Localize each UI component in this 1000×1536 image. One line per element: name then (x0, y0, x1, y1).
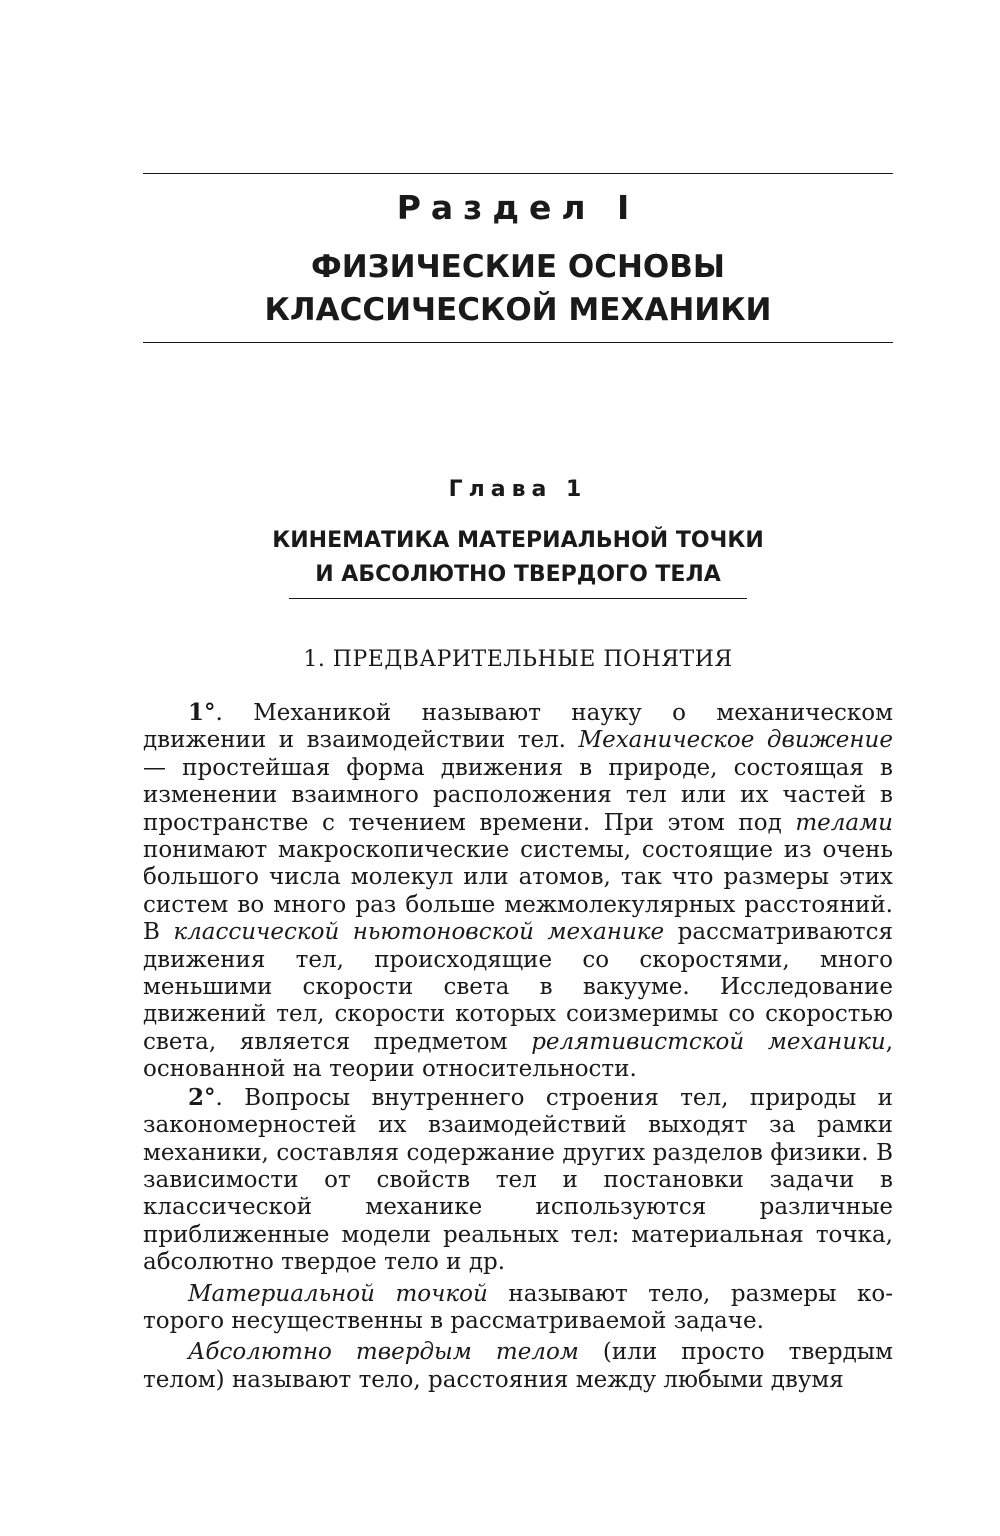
chapter-title-line-1: КИНЕМАТИКА МАТЕРИАЛЬНОЙ ТОЧКИ (272, 528, 764, 553)
paragraph-1-text-3: понимают макроскопические системы, состоящие из очень большого числа молекул или атомов, так что размеры этих систем во много раз больше межмолекулярных расстояний. В (143, 837, 893, 946)
paragraph-4 (143, 1339, 893, 1394)
chapter-label: Глава 1 (448, 477, 588, 502)
chapter-title-line-2: И АБСОЛЮТНО ТВЕРДОГО ТЕЛА (315, 562, 721, 587)
paragraph-1-text-4: рассматриваются движения тел, происходящие со скоростями, много меньшими скорости света в вакууме. Исследование движений тел, скорости которых соизмеримы со скоростью света, является предметом (143, 919, 893, 1055)
section-title-line-2: КЛАССИЧЕСКОЙ МЕХАНИКИ (264, 292, 772, 328)
paragraph-2 (143, 1084, 893, 1277)
subsection-title: 1. ПРЕДВАРИТЕЛЬНЫЕ ПОНЯТИЯ (303, 647, 733, 672)
term-relativistic-mechanics: релятивистской механики (531, 1028, 886, 1055)
chapter-title (143, 524, 893, 592)
term-rigid-body: Абсолютно твердым телом (188, 1339, 579, 1366)
paragraph-2-text-1: . Вопросы внутреннего строения тел, природы и закономерностей их взаимодействий выходят за рамки механики, составляя содержание других разделов физики. В зависимости от свойств тел и постановки задачи в классической механике используются различные приближенные модели реальных тел: материальная точка, абсолютно твердое тело и др. (143, 1084, 893, 1276)
section-top-rule (143, 173, 893, 174)
term-classical-mechanics: классической ньютоновской механике (173, 919, 665, 946)
paragraph-3 (143, 1281, 893, 1336)
paragraph-1-text-2: — простейшая форма движения в природе, состоящая в изменении взаимного расположения тел или их частей в пространстве с течением времени. При этом под (143, 754, 893, 836)
term-bodies: телами (795, 809, 893, 836)
body-text (143, 699, 893, 1394)
section-bottom-rule (143, 342, 893, 343)
section-title (143, 246, 893, 332)
chapter-title-rule (289, 598, 747, 599)
paragraph-2-number: 2° (188, 1083, 216, 1111)
section-title-line-1: ФИЗИЧЕСКИЕ ОСНОВЫ (310, 249, 726, 285)
paragraph-4-text-1: (или просто твердым телом) называют тело, расстояния между любыми двумя (143, 1339, 893, 1393)
paragraph-1-text-1: . Механикой называют науку о механическом движении и взаимодействии тел. (143, 700, 893, 754)
paragraph-1-number: 1° (188, 699, 216, 726)
term-mechanical-motion: Механическое движение (578, 727, 893, 754)
term-material-point: Материальной точкой (188, 1280, 488, 1307)
paragraph-1-text-5: , основанной на теории относительности. (143, 1028, 894, 1083)
section-label: Раздел I (396, 188, 640, 227)
paragraph-1 (143, 699, 893, 1084)
paragraph-3-text-1: называют тело, размеры которого несущественны в рассматриваемой задаче. (143, 1280, 893, 1334)
